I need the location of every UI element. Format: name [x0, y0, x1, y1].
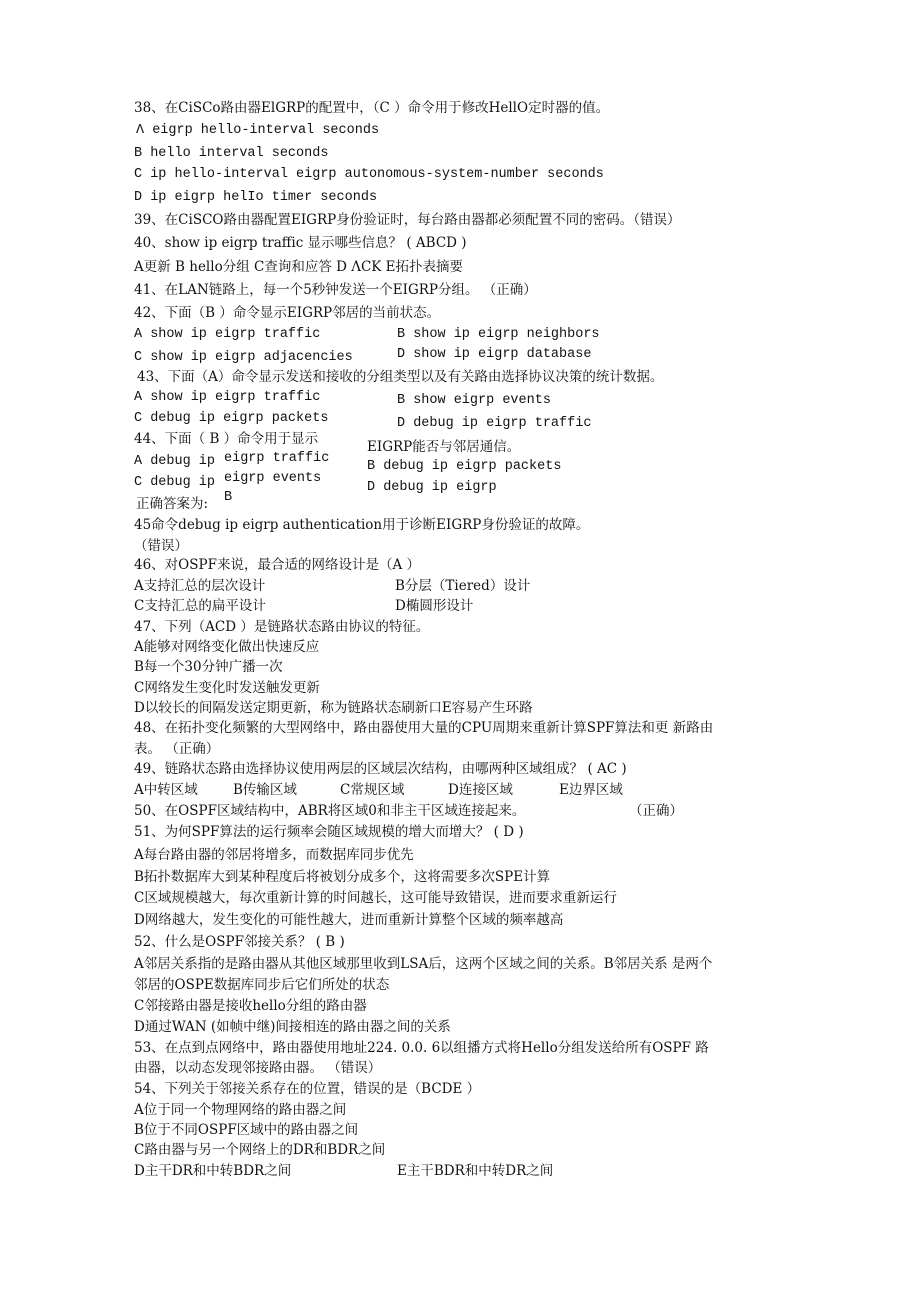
- q40-question: 40、show ip eigrp traffic 显示哪些信息？ ( ABCD ): [134, 235, 467, 251]
- q44-option-d: D debug ip eigrp: [367, 480, 497, 495]
- q41-question: 41、在LAN链路上，每一个5秒钟发送一个EIGRP分组。 （正确）: [134, 282, 537, 298]
- q51-option-a: A每台路由器的邻居将增多，而数据库同步优先: [134, 847, 414, 863]
- q52-option-a-line-1: A邻居关系指的是路由器从其他区域那里收到LSA后，这两个区域之间的关系。B邻居关系 是两个: [134, 956, 713, 972]
- q43-option-a: A show ip eigrp traffic: [134, 390, 321, 405]
- q51-option-b: B拓扑数据库大到某种程度后将被划分成多个，这将需要多次SPE计算: [134, 869, 551, 885]
- q54-option-d: D主干DR和中转BDR之间: [134, 1163, 292, 1179]
- q38-option-d: D ip eigrp helIo timer seconds: [134, 190, 378, 205]
- q54-option-c: C路由器与另一个网络上的DR和BDR之间: [134, 1142, 386, 1158]
- q46-question: 46、对OSPF来说，最合适的网络设计是（A ）: [134, 557, 420, 573]
- q44-option-a-suffix: eigrp traffic: [224, 451, 330, 466]
- q38-option-b: B hello interval seconds: [134, 146, 329, 161]
- q42-question: 42、下面（B ）命令显示EIGRP邻居的当前状态。: [134, 305, 441, 321]
- q44-question-right: EIGRP能否与邻居通信。: [367, 439, 521, 455]
- q46-option-a: A支持汇总的层次设计: [134, 578, 266, 594]
- q49-option-c: C常规区域: [340, 782, 405, 798]
- q53-line-2: 由器，以动态发现邻接路由器。 （错误）: [134, 1060, 382, 1076]
- q39-question: 39、在CiSCO路由器配置EIGRP身份验证时，每台路由器都必须配置不同的密码。（错误）: [134, 212, 681, 228]
- q47-option-c: C网络发生变化时发送触发更新: [134, 680, 320, 696]
- q38-question: 38、在CiSCo路由器ElGRP的配置中，（C ）命令用于修改HellO定时器的值。: [134, 100, 610, 116]
- q44-option-c-prefix: C debug ip: [134, 475, 216, 490]
- q44-question-left: 44、下面（ B ）命令用于显示: [134, 431, 319, 447]
- q47-option-b: B每一个30分钟广播一次: [134, 659, 283, 675]
- q50-verdict: （正确）: [629, 803, 683, 819]
- q46-option-b: B分层（Tiered）设计: [395, 578, 531, 594]
- q51-option-c: C区域规模越大，每次重新计算的时间越长，这可能导致错误，进而要求重新运行: [134, 890, 617, 906]
- q47-option-a: A能够对网络变化做出快速反应: [134, 639, 320, 655]
- q47-option-d: D以较长的间隔发送定期更新，称为链路状态刷新口E容易产生环路: [134, 700, 533, 716]
- q44-option-b: B debug ip eigrp packets: [367, 459, 562, 474]
- q42-option-c: C show ip eigrp adjacencies: [134, 350, 353, 365]
- q44-option-c-suffix: eigrp events: [224, 471, 322, 486]
- q52-option-a-line-2: 邻居的OSPE数据库同步后它们所处的状态: [134, 977, 390, 993]
- q38-option-c: C ip hello-interval eigrp autonomous-system-number seconds: [134, 167, 604, 182]
- q54-question: 54、下列关于邻接关系存在的位置，错误的是（BCDE ）: [134, 1081, 481, 1097]
- q53-line-1: 53、在点到点网络中，路由器使用地址224. 0.0. 6以组播方式将Hello分组发送给所有OSPF 路: [134, 1040, 709, 1056]
- q52-question: 52、什么是OSPF邻接关系？ ( B ): [134, 934, 345, 950]
- q49-option-a: A中转区域: [134, 782, 198, 798]
- q43-option-d: D debug ip eigrp traffic: [397, 416, 592, 431]
- q52-option-c: C邻接路由器是接收hello分组的路由器: [134, 998, 367, 1014]
- q43-question: 43、下面（A）命令显示发送和接收的分组类型以及有关路由选择协议决策的统计数据。: [137, 369, 664, 385]
- q49-option-e: E边界区域: [559, 782, 623, 798]
- q54-option-a: A位于同一个物理网络的路由器之间: [134, 1102, 347, 1118]
- q42-option-b: B show ip eigrp neighbors: [397, 327, 600, 342]
- q44-option-a-prefix: A debug ip: [134, 454, 216, 469]
- q49-option-d: D连接区域: [448, 782, 513, 798]
- q49-question: 49、链路状态路由选择协议使用两层的区域层次结构，由哪两种区域组成？ ( AC ): [134, 761, 627, 777]
- q54-option-b: B位于不同OSPF区域中的路由器之间: [134, 1122, 359, 1138]
- q48-line-2: 表。 （正确）: [134, 741, 220, 757]
- q46-option-d: D椭圆形设计: [395, 598, 474, 614]
- q46-option-c: C支持汇总的扁平设计: [134, 598, 266, 614]
- q42-option-a: A show ip eigrp traffic: [134, 327, 321, 342]
- q43-option-c: C debug ip eigrp packets: [134, 411, 329, 426]
- q42-option-d: D show ip eigrp database: [397, 347, 592, 362]
- q51-question: 51、为何SPF算法的运行频率会随区域规模的增大而增大？ ( D ): [134, 824, 524, 840]
- q45-verdict: （错误）: [134, 538, 188, 554]
- q51-option-d: D网络越大，发生变化的可能性越大，进而重新计算整个区域的频率越高: [134, 912, 564, 928]
- q38-option-a: Λ eigrp hello-interval seconds: [136, 123, 380, 138]
- q40-options: A更新 B hello分组 C查询和应答 D ΛCK E拓扑表摘要: [134, 259, 464, 275]
- q47-question: 47、下列（ACD ）是链路状态路由协议的特征。: [134, 619, 430, 635]
- q43-option-b: B show eigrp events: [397, 393, 551, 408]
- q52-option-d: D通过WAN (如帧中继)间接相连的路由器之间的关系: [134, 1019, 451, 1035]
- q49-option-b: B传输区域: [233, 782, 297, 798]
- q48-line-1: 48、在拓扑变化频繁的大型网络中，路由器使用大量的CPU周期来重新计算SPF算法和更 新路由: [134, 720, 714, 736]
- q54-option-e: E主干BDR和中转DR之间: [397, 1163, 554, 1179]
- q50-question: 50、在OSPF区域结构中，ABR将区域0和非主干区域连接起来。: [134, 803, 526, 819]
- q45-question: 45命令debug ip eigrp authentication用于诊断EIGRP身份验证的故障。: [134, 517, 590, 533]
- q44-answer-value: B: [224, 490, 233, 505]
- q44-answer-label: 正确答案为:: [136, 496, 209, 512]
